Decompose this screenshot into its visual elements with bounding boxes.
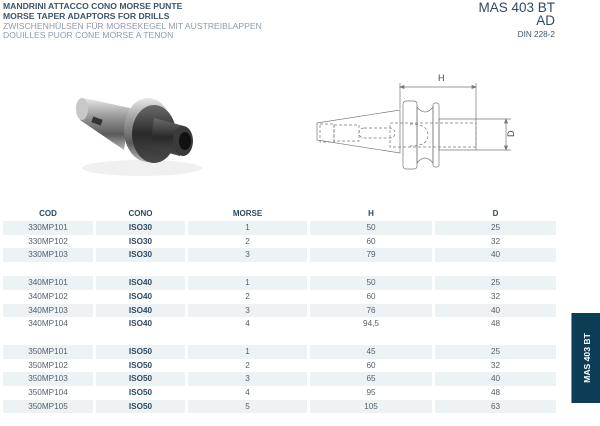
table-row <box>3 235 556 249</box>
cell-cono: ISO50 <box>96 400 185 414</box>
tool-holder-photo <box>62 68 222 180</box>
cell-morse: 1 <box>188 345 307 359</box>
cell-cod: 350MP102 <box>28 360 68 370</box>
cell-d: 40 <box>435 372 556 386</box>
cell-cono: ISO50 <box>128 388 153 398</box>
cell-morse: 2 <box>245 360 250 370</box>
title-english: MORSE TAPER ADAPTORS FOR DRILLS <box>3 10 170 21</box>
cell-h: 60 <box>366 291 376 301</box>
cell-cono: ISO30 <box>96 221 185 235</box>
cell-cod: 350MP105 <box>3 400 93 414</box>
cell-h: 95 <box>366 388 376 398</box>
cell-d: 25 <box>435 221 556 235</box>
cell-h: 79 <box>310 248 432 262</box>
table-row <box>3 248 556 262</box>
section-side-tab[interactable] <box>571 313 600 403</box>
cell-cod: 330MP101 <box>3 221 93 235</box>
table-row <box>3 400 556 414</box>
cell-h: 65 <box>310 372 432 386</box>
cell-h: 50 <box>310 276 432 290</box>
standard-label: DIN 228-2 <box>517 30 555 39</box>
cell-cono: ISO40 <box>128 291 153 301</box>
cell-h: 45 <box>310 345 432 359</box>
cell-cod: 350MP101 <box>3 345 93 359</box>
table-row <box>3 317 556 331</box>
table-row <box>3 221 556 235</box>
cell-cono: ISO30 <box>96 248 185 262</box>
title-italian: MANDRINI ATTACCO CONO MORSE PUNTE <box>3 1 183 11</box>
table-row <box>3 386 556 400</box>
cell-cod: 330MP102 <box>28 236 68 246</box>
product-code: MAS 403 BT <box>478 0 555 15</box>
cell-d: 25 <box>435 345 556 359</box>
cell-h: 94,5 <box>363 319 379 329</box>
table-row <box>3 276 556 290</box>
cell-d: 48 <box>490 388 501 398</box>
col-header-morse: MORSE <box>232 208 263 218</box>
title-french: DOUILLES PUOR CONE MORSE A TENON <box>3 30 174 41</box>
cell-cono: ISO40 <box>96 304 185 318</box>
cell-cod: 340MP104 <box>28 319 68 329</box>
cell-cono: ISO50 <box>96 345 185 359</box>
col-header-h: H <box>368 208 374 218</box>
table-row <box>3 372 556 386</box>
title-block <box>3 2 262 41</box>
cell-cono: ISO40 <box>96 276 185 290</box>
cell-d: 25 <box>435 276 556 290</box>
cell-d: 32 <box>490 291 501 301</box>
cell-d: 48 <box>490 319 501 329</box>
cell-cono: ISO50 <box>128 360 153 370</box>
col-header-cono: CONO <box>128 208 153 218</box>
title-german: ZWISCHENHÜLSEN FÜR MORSEKEGEL MIT AUSTREIBLAPPEN <box>3 20 262 31</box>
cell-h: 60 <box>366 236 376 246</box>
cell-morse: 1 <box>188 221 307 235</box>
cell-d: 40 <box>435 304 556 318</box>
cell-morse: 5 <box>188 400 307 414</box>
cell-cod: 350MP103 <box>3 372 93 386</box>
table-row <box>3 304 556 318</box>
cell-cono: ISO30 <box>128 236 153 246</box>
group-spacer <box>3 262 556 276</box>
table-row <box>3 290 556 304</box>
cell-morse: 2 <box>245 291 250 301</box>
table-row <box>3 359 556 373</box>
cell-cod: 350MP104 <box>28 388 68 398</box>
spec-table <box>0 205 559 413</box>
cell-cod: 340MP103 <box>3 304 93 318</box>
cell-cod: 340MP102 <box>28 291 68 301</box>
product-header <box>478 1 555 40</box>
col-header-d: D <box>492 208 499 218</box>
dimension-d-label: D <box>506 130 516 137</box>
dimension-h-label: H <box>438 73 445 83</box>
technical-drawing <box>300 65 520 180</box>
cell-cod: 340MP101 <box>3 276 93 290</box>
cell-d: 63 <box>435 400 556 414</box>
cell-morse: 4 <box>245 319 250 329</box>
cell-morse: 2 <box>245 236 250 246</box>
cell-cod: 330MP103 <box>3 248 93 262</box>
cell-h: 105 <box>310 400 432 414</box>
side-tab-label: MAS 403 BT <box>581 333 592 383</box>
cell-morse: 1 <box>188 276 307 290</box>
cell-h: 50 <box>310 221 432 235</box>
cell-cono: ISO50 <box>96 372 185 386</box>
cell-morse: 4 <box>245 388 250 398</box>
cell-d: 32 <box>490 360 501 370</box>
cell-cono: ISO40 <box>128 319 153 329</box>
table-row <box>3 345 556 359</box>
cell-d: 32 <box>490 236 501 246</box>
col-header-cod: COD <box>39 208 57 218</box>
cell-h: 76 <box>310 304 432 318</box>
cell-morse: 3 <box>188 304 307 318</box>
cell-morse: 3 <box>188 248 307 262</box>
group-spacer <box>3 331 556 345</box>
table-header-row <box>3 205 556 221</box>
cell-h: 60 <box>366 360 376 370</box>
cell-morse: 3 <box>188 372 307 386</box>
cell-d: 40 <box>435 248 556 262</box>
product-variant: AD <box>536 13 555 28</box>
